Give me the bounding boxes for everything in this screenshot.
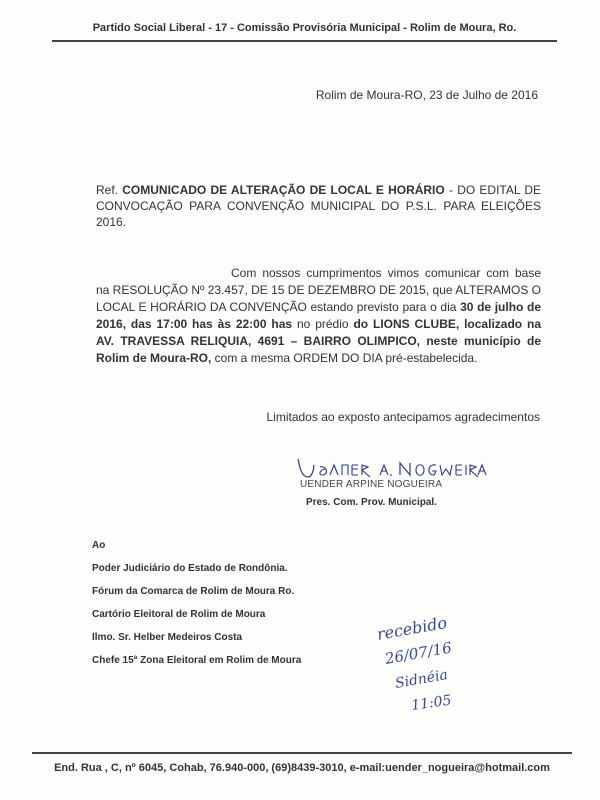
ref-rest: - DO EDITAL DE CONVOCAÇÃO PARA CONVENÇÃO MUNICIPAL DO P.S.L. PARA ELEIÇÕES 2016. xyxy=(96,183,541,229)
footer-address: End. Rua , C, nº 6045, Cohab, 76.940-000, (69)8439-3010, e-mail:uender_nogueira@hotmail.com xyxy=(54,762,550,774)
received-note-line: 26/07/16 xyxy=(383,638,454,668)
recipient-item: Fórum da Comarca de Rolim de Moura Ro. xyxy=(92,586,295,597)
header-divider xyxy=(52,40,557,42)
recipient-item: Poder Judiciário do Estado de Rondônia. xyxy=(92,563,288,574)
received-note-line: Sidnéia xyxy=(393,666,450,692)
body-date-time: 30 de julho de 2016, das 17:00 has às 22:00 has xyxy=(96,300,542,331)
received-note-line: 11:05 xyxy=(410,692,453,714)
received-note-line: recebido xyxy=(375,612,449,644)
signatory-title: Pres. Com. Prov. Municipal. xyxy=(306,497,437,508)
signatory-name: UENDER ARPINE NOGUEIRA xyxy=(300,479,443,490)
recipient-item: Chefe 15ª Zona Eleitoral em Rolim de Moura xyxy=(92,655,302,666)
body-location: do LIONS CLUBE, localizado na AV. TRAVESSA RELIQUIA, 4691 – BAIRRO OLIMPICO, neste município de Rolim de Moura-RO, xyxy=(96,317,541,365)
body-part-2: no prédio xyxy=(292,317,354,331)
recipient-item: Cartório Eleitoral de Rolim de Moura xyxy=(92,609,266,620)
body-part-3: com a mesma ORDEM DO DIA pré-estabelecida. xyxy=(211,351,478,365)
ref-prefix: Ref. xyxy=(96,183,119,197)
recipient-list xyxy=(92,540,392,678)
handwritten-received-note xyxy=(372,612,482,722)
ref-subject: COMUNICADO DE ALTERAÇÃO DE LOCAL E HORÁRIO xyxy=(122,183,445,197)
recipient-item: Ilmo. Sr. Helber Medeiros Costa xyxy=(92,632,243,643)
body-part-1: Com nossos cumprimentos vimos comunicar com base na RESOLUÇÃO Nº 23.457, DE 15 DE DEZEMBRO DE 2015, que ALTERAMOS O LOCAL E HORÁRIO DA CONVENÇÃO estando previsto para o dia xyxy=(96,266,542,314)
reference-line xyxy=(96,182,541,230)
letterhead-title: Partido Social Liberal - 17 - Comissão Provisória Municipal - Rolim de Moura, Ro. xyxy=(92,22,517,34)
recipient-ao: Ao xyxy=(92,540,106,551)
footer-divider xyxy=(32,752,572,754)
closing-line: Limitados ao exposto antecipamos agradecimentos xyxy=(266,410,540,424)
body-paragraph xyxy=(96,265,541,367)
signature-block xyxy=(290,455,490,525)
date-line: Rolim de Moura-RO, 23 de Julho de 2016 xyxy=(315,88,538,102)
